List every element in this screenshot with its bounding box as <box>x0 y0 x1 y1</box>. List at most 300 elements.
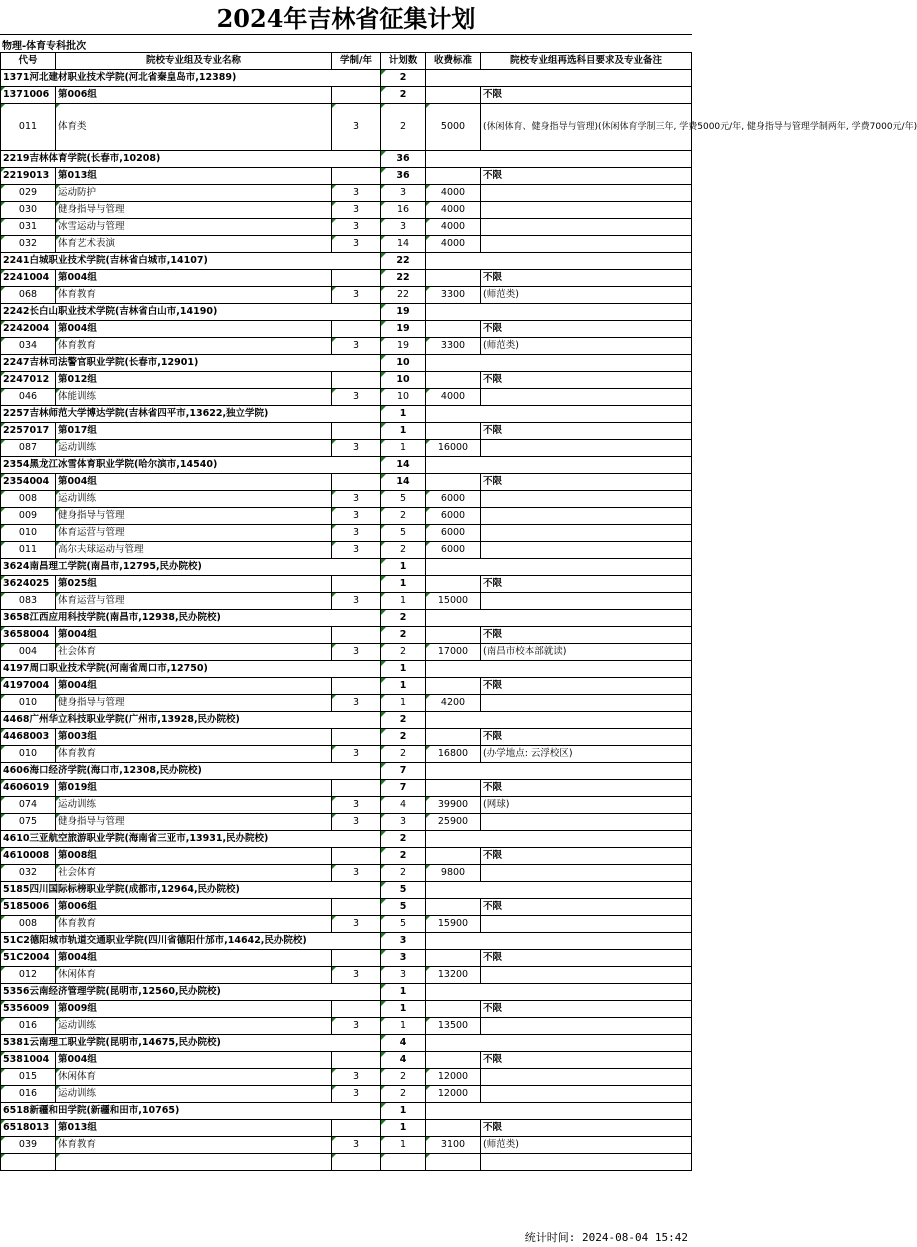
major-name: 运动训练 <box>56 797 332 814</box>
group-requirement: 不限 <box>481 780 692 797</box>
empty-cell <box>332 678 381 695</box>
major-years: 3 <box>332 695 381 712</box>
major-years: 3 <box>332 508 381 525</box>
school-name: 5356云南经济管理学院(昆明市,12560,民办院校) <box>1 984 381 1001</box>
group-requirement: 不限 <box>481 168 692 185</box>
school-row <box>1 1035 692 1052</box>
major-plan-count: 1 <box>381 1018 426 1035</box>
school-plan-count: 2 <box>381 70 426 87</box>
group-name: 第003组 <box>56 729 332 746</box>
group-requirement: 不限 <box>481 950 692 967</box>
major-years: 3 <box>332 814 381 831</box>
major-row <box>1 389 692 406</box>
major-note: (休闲体育、健身指导与管理)(休闲体育学制三年, 学费5000元/年, 健身指导与管理学制两年, 学费7000元/年) <box>481 104 692 151</box>
school-name: 4606海口经济学院(海口市,12308,民办院校) <box>1 763 381 780</box>
major-plan-count: 3 <box>381 185 426 202</box>
school-plan-count: 1 <box>381 984 426 1001</box>
empty-cell <box>426 1120 481 1137</box>
major-note: (师范类) <box>481 287 692 304</box>
group-requirement: 不限 <box>481 372 692 389</box>
empty-cell <box>426 831 692 848</box>
major-fee: 15900 <box>426 916 481 933</box>
major-years: 3 <box>332 967 381 984</box>
major-plan-count: 1 <box>381 593 426 610</box>
major-fee: 17000 <box>426 644 481 661</box>
empty-cell <box>426 933 692 950</box>
major-note <box>481 389 692 406</box>
major-fee: 16000 <box>426 440 481 457</box>
empty-cell <box>426 1052 481 1069</box>
major-fee: 6000 <box>426 491 481 508</box>
major-plan-count: 5 <box>381 916 426 933</box>
major-row <box>1 440 692 457</box>
major-note: (师范类) <box>481 1137 692 1154</box>
school-row <box>1 933 692 950</box>
group-code: 2354004 <box>1 474 56 491</box>
major-row <box>1 797 692 814</box>
school-row <box>1 304 692 321</box>
group-plan-count: 14 <box>381 474 426 491</box>
empty-cell <box>426 87 481 104</box>
school-row <box>1 406 692 423</box>
group-row <box>1 270 692 287</box>
major-years: 3 <box>332 287 381 304</box>
empty-cell <box>426 729 481 746</box>
major-fee: 13200 <box>426 967 481 984</box>
stat-time: 统计时间: 2024-08-04 15:42 <box>524 1231 688 1244</box>
major-plan-count: 3 <box>381 219 426 236</box>
major-plan-count: 2 <box>381 508 426 525</box>
major-note <box>481 916 692 933</box>
group-name: 第004组 <box>56 678 332 695</box>
school-row <box>1 763 692 780</box>
major-code: 008 <box>1 491 56 508</box>
major-years: 3 <box>332 1137 381 1154</box>
school-plan-count: 3 <box>381 933 426 950</box>
major-note <box>481 814 692 831</box>
group-code: 2257017 <box>1 423 56 440</box>
group-code: 4610008 <box>1 848 56 865</box>
major-code: 083 <box>1 593 56 610</box>
major-years: 3 <box>332 440 381 457</box>
school-row <box>1 712 692 729</box>
major-plan-count: 2 <box>381 644 426 661</box>
major-row <box>1 1086 692 1103</box>
group-code: 5185006 <box>1 899 56 916</box>
major-row <box>1 593 692 610</box>
major-years: 3 <box>332 219 381 236</box>
empty-cell <box>426 372 481 389</box>
major-plan-count: 19 <box>381 338 426 355</box>
major-code: 012 <box>1 967 56 984</box>
major-years: 3 <box>332 644 381 661</box>
school-name: 1371河北建材职业技术学院(河北省秦皇岛市,12389) <box>1 70 381 87</box>
group-plan-count: 1 <box>381 678 426 695</box>
major-plan-count: 2 <box>381 542 426 559</box>
major-years: 3 <box>332 491 381 508</box>
header-code: 代号 <box>1 53 56 70</box>
major-name: 社会体育 <box>56 644 332 661</box>
major-code: 032 <box>1 865 56 882</box>
major-row <box>1 1018 692 1035</box>
group-code: 2247012 <box>1 372 56 389</box>
school-plan-count: 1 <box>381 406 426 423</box>
major-code: 068 <box>1 287 56 304</box>
group-plan-count: 5 <box>381 899 426 916</box>
major-code: 010 <box>1 525 56 542</box>
school-name: 4197周口职业技术学院(河南省周口市,12750) <box>1 661 381 678</box>
school-plan-count: 4 <box>381 1035 426 1052</box>
major-code: 009 <box>1 508 56 525</box>
major-note <box>481 542 692 559</box>
group-row <box>1 168 692 185</box>
school-plan-count: 14 <box>381 457 426 474</box>
major-name: 高尔夫球运动与管理 <box>56 542 332 559</box>
school-plan-count: 1 <box>381 559 426 576</box>
major-plan-count: 16 <box>381 202 426 219</box>
group-plan-count: 22 <box>381 270 426 287</box>
empty-cell <box>426 457 692 474</box>
group-row <box>1 87 692 104</box>
major-note <box>481 219 692 236</box>
group-requirement: 不限 <box>481 678 692 695</box>
group-plan-count: 4 <box>381 1052 426 1069</box>
school-plan-count: 7 <box>381 763 426 780</box>
school-name: 3624南昌理工学院(南昌市,12795,民办院校) <box>1 559 381 576</box>
major-code: 016 <box>1 1018 56 1035</box>
group-row <box>1 678 692 695</box>
major-name: 体育教育 <box>56 1137 332 1154</box>
major-name: 健身指导与管理 <box>56 814 332 831</box>
major-years: 3 <box>332 593 381 610</box>
empty-cell <box>426 253 692 270</box>
major-name: 运动训练 <box>56 1018 332 1035</box>
school-plan-count: 10 <box>381 355 426 372</box>
group-code: 51C2004 <box>1 950 56 967</box>
major-note <box>481 491 692 508</box>
major-code: 029 <box>1 185 56 202</box>
group-row <box>1 1052 692 1069</box>
major-code: 031 <box>1 219 56 236</box>
group-code: 2241004 <box>1 270 56 287</box>
major-row <box>1 287 692 304</box>
major-code: 011 <box>1 104 56 151</box>
major-row <box>1 746 692 763</box>
group-name: 第012组 <box>56 372 332 389</box>
school-row <box>1 355 692 372</box>
empty-cell <box>426 355 692 372</box>
group-requirement: 不限 <box>481 321 692 338</box>
major-name: 体育教育 <box>56 916 332 933</box>
group-row <box>1 899 692 916</box>
batch-subtitle: 物理-体育专科批次 <box>2 41 87 52</box>
major-note <box>481 1018 692 1035</box>
major-plan-count <box>381 1154 426 1171</box>
school-name: 51C2德阳城市轨道交通职业学院(四川省德阳什邡市,14642,民办院校) <box>1 933 381 950</box>
header-plan: 计划数 <box>381 53 426 70</box>
major-name: 体育类 <box>56 104 332 151</box>
major-code: 032 <box>1 236 56 253</box>
major-plan-count: 10 <box>381 389 426 406</box>
empty-cell <box>332 950 381 967</box>
empty-cell <box>332 168 381 185</box>
major-code: 015 <box>1 1069 56 1086</box>
empty-cell <box>332 899 381 916</box>
empty-cell <box>426 763 692 780</box>
major-name: 社会体育 <box>56 865 332 882</box>
school-plan-count: 2 <box>381 610 426 627</box>
major-name: 运动训练 <box>56 440 332 457</box>
major-name <box>56 1154 332 1171</box>
plan-table <box>0 52 917 1171</box>
group-requirement: 不限 <box>481 474 692 491</box>
major-note: (办学地点: 云浮校区) <box>481 746 692 763</box>
group-name: 第004组 <box>56 627 332 644</box>
school-name: 6518新疆和田学院(新疆和田市,10765) <box>1 1103 381 1120</box>
empty-cell <box>426 1035 692 1052</box>
school-name: 2219吉林体育学院(长春市,10208) <box>1 151 381 168</box>
major-plan-count: 22 <box>381 287 426 304</box>
major-plan-count: 2 <box>381 865 426 882</box>
empty-cell <box>332 729 381 746</box>
group-name: 第019组 <box>56 780 332 797</box>
empty-cell <box>332 423 381 440</box>
major-fee: 4000 <box>426 389 481 406</box>
school-name: 4468广州华立科技职业学院(广州市,13928,民办院校) <box>1 712 381 729</box>
major-name: 休闲体育 <box>56 967 332 984</box>
empty-row <box>1 1154 692 1171</box>
major-name: 体育教育 <box>56 746 332 763</box>
major-plan-count: 2 <box>381 1086 426 1103</box>
major-years: 3 <box>332 1086 381 1103</box>
empty-cell <box>426 712 692 729</box>
group-plan-count: 2 <box>381 848 426 865</box>
major-note <box>481 525 692 542</box>
school-row <box>1 70 692 87</box>
major-name: 运动训练 <box>56 1086 332 1103</box>
major-fee: 39900 <box>426 797 481 814</box>
major-fee: 9800 <box>426 865 481 882</box>
school-row <box>1 457 692 474</box>
major-name: 体育教育 <box>56 287 332 304</box>
major-row <box>1 525 692 542</box>
school-row <box>1 559 692 576</box>
group-requirement: 不限 <box>481 87 692 104</box>
major-years <box>332 1154 381 1171</box>
header-note: 院校专业组再选科目要求及专业备注 <box>481 53 692 70</box>
major-plan-count: 14 <box>381 236 426 253</box>
empty-cell <box>426 70 692 87</box>
school-name: 5185四川国际标榜职业学院(成都市,12964,民办院校) <box>1 882 381 899</box>
empty-cell <box>332 1120 381 1137</box>
major-row <box>1 542 692 559</box>
group-name: 第017组 <box>56 423 332 440</box>
empty-cell <box>426 151 692 168</box>
major-code: 034 <box>1 338 56 355</box>
major-plan-count: 5 <box>381 525 426 542</box>
major-plan-count: 4 <box>381 797 426 814</box>
group-requirement: 不限 <box>481 1052 692 1069</box>
group-name: 第004组 <box>56 270 332 287</box>
major-row <box>1 865 692 882</box>
empty-cell <box>332 1052 381 1069</box>
school-row <box>1 984 692 1001</box>
group-requirement: 不限 <box>481 576 692 593</box>
school-row <box>1 610 692 627</box>
major-note <box>481 1069 692 1086</box>
major-plan-count: 5 <box>381 491 426 508</box>
major-row <box>1 644 692 661</box>
major-code: 087 <box>1 440 56 457</box>
major-code: 016 <box>1 1086 56 1103</box>
group-name: 第006组 <box>56 87 332 104</box>
group-requirement: 不限 <box>481 899 692 916</box>
major-row <box>1 491 692 508</box>
empty-cell <box>426 899 481 916</box>
empty-cell <box>426 848 481 865</box>
major-code: 011 <box>1 542 56 559</box>
empty-cell <box>426 423 481 440</box>
group-name: 第004组 <box>56 950 332 967</box>
major-fee: 4000 <box>426 219 481 236</box>
group-plan-count: 1 <box>381 576 426 593</box>
group-name: 第006组 <box>56 899 332 916</box>
group-code: 3658004 <box>1 627 56 644</box>
header-years: 学制/年 <box>332 53 381 70</box>
empty-cell <box>426 627 481 644</box>
empty-cell <box>332 848 381 865</box>
empty-cell <box>426 270 481 287</box>
group-row <box>1 627 692 644</box>
major-fee: 6000 <box>426 542 481 559</box>
group-row <box>1 321 692 338</box>
empty-cell <box>332 1001 381 1018</box>
group-requirement: 不限 <box>481 1001 692 1018</box>
empty-cell <box>426 1103 692 1120</box>
empty-cell <box>426 474 481 491</box>
school-plan-count: 5 <box>381 882 426 899</box>
empty-cell <box>426 304 692 321</box>
major-code: 004 <box>1 644 56 661</box>
major-fee: 12000 <box>426 1069 481 1086</box>
empty-cell <box>426 1001 481 1018</box>
empty-cell <box>426 661 692 678</box>
group-plan-count: 2 <box>381 729 426 746</box>
major-name: 健身指导与管理 <box>56 508 332 525</box>
empty-cell <box>332 372 381 389</box>
group-requirement: 不限 <box>481 1120 692 1137</box>
group-code: 2219013 <box>1 168 56 185</box>
major-note <box>481 967 692 984</box>
empty-cell <box>426 559 692 576</box>
major-name: 体育运营与管理 <box>56 525 332 542</box>
group-name: 第004组 <box>56 474 332 491</box>
major-row <box>1 695 692 712</box>
group-row <box>1 372 692 389</box>
major-row <box>1 202 692 219</box>
empty-cell <box>426 576 481 593</box>
group-plan-count: 2 <box>381 627 426 644</box>
group-name: 第013组 <box>56 1120 332 1137</box>
major-plan-count: 3 <box>381 967 426 984</box>
empty-cell <box>332 270 381 287</box>
major-note: (师范类) <box>481 338 692 355</box>
major-code: 075 <box>1 814 56 831</box>
school-name: 2247吉林司法警官职业学院(长春市,12901) <box>1 355 381 372</box>
major-years: 3 <box>332 104 381 151</box>
major-name: 体育运营与管理 <box>56 593 332 610</box>
major-note <box>481 508 692 525</box>
major-fee <box>426 1154 481 1171</box>
school-plan-count: 2 <box>381 831 426 848</box>
group-row <box>1 848 692 865</box>
major-plan-count: 1 <box>381 440 426 457</box>
group-requirement: 不限 <box>481 848 692 865</box>
group-name: 第004组 <box>56 1052 332 1069</box>
major-row <box>1 814 692 831</box>
major-name: 体育艺术表演 <box>56 236 332 253</box>
empty-cell <box>426 168 481 185</box>
group-row <box>1 1120 692 1137</box>
major-row <box>1 185 692 202</box>
major-code: 010 <box>1 695 56 712</box>
major-years: 3 <box>332 338 381 355</box>
school-row <box>1 151 692 168</box>
group-plan-count: 10 <box>381 372 426 389</box>
empty-cell <box>332 627 381 644</box>
major-years: 3 <box>332 525 381 542</box>
school-plan-count: 19 <box>381 304 426 321</box>
group-requirement: 不限 <box>481 729 692 746</box>
major-plan-count: 2 <box>381 104 426 151</box>
group-code: 4468003 <box>1 729 56 746</box>
school-name: 2354黑龙江冰雪体育职业学院(哈尔滨市,14540) <box>1 457 381 474</box>
major-plan-count: 2 <box>381 746 426 763</box>
major-fee: 13500 <box>426 1018 481 1035</box>
major-fee: 4200 <box>426 695 481 712</box>
group-row <box>1 729 692 746</box>
group-code: 1371006 <box>1 87 56 104</box>
major-note <box>481 202 692 219</box>
major-row <box>1 219 692 236</box>
school-plan-count: 1 <box>381 661 426 678</box>
school-row <box>1 1103 692 1120</box>
empty-cell <box>426 950 481 967</box>
major-name: 体能训练 <box>56 389 332 406</box>
school-row <box>1 661 692 678</box>
major-code: 039 <box>1 1137 56 1154</box>
major-name: 运动防护 <box>56 185 332 202</box>
empty-cell <box>426 406 692 423</box>
school-name: 4610三亚航空旅游职业学院(海南省三亚市,13931,民办院校) <box>1 831 381 848</box>
major-code: 030 <box>1 202 56 219</box>
school-row <box>1 253 692 270</box>
major-years: 3 <box>332 916 381 933</box>
group-row <box>1 780 692 797</box>
major-row <box>1 338 692 355</box>
group-plan-count: 3 <box>381 950 426 967</box>
group-plan-count: 2 <box>381 87 426 104</box>
major-name: 冰雪运动与管理 <box>56 219 332 236</box>
major-fee: 4000 <box>426 236 481 253</box>
major-note <box>481 1086 692 1103</box>
major-years: 3 <box>332 236 381 253</box>
school-plan-count: 36 <box>381 151 426 168</box>
group-plan-count: 1 <box>381 1001 426 1018</box>
group-plan-count: 36 <box>381 168 426 185</box>
major-fee: 3300 <box>426 287 481 304</box>
major-plan-count: 1 <box>381 695 426 712</box>
